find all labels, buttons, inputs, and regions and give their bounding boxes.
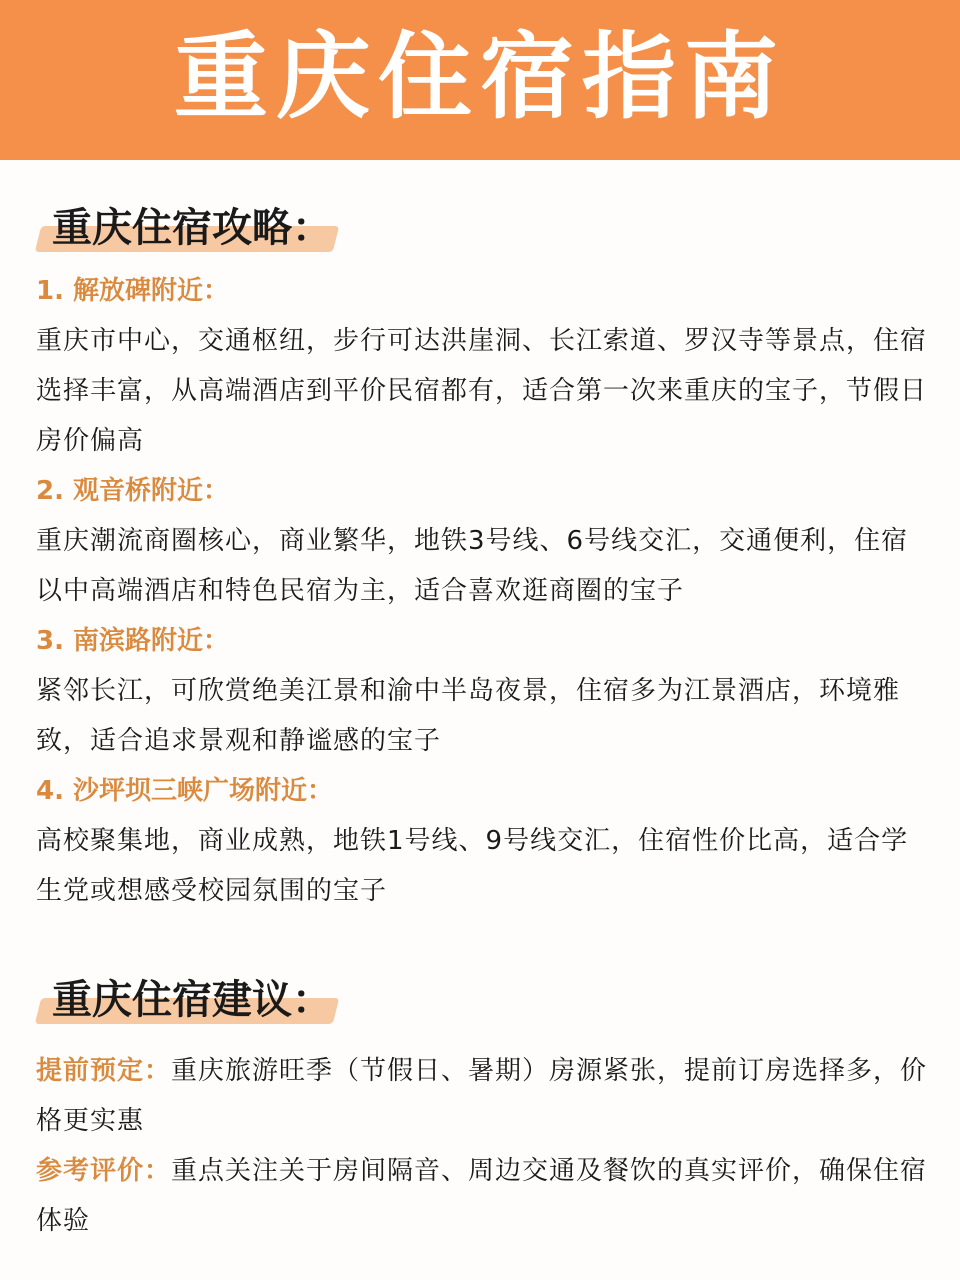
- tip-text: 重点关注关于房间隔音、周边交通及餐饮的真实评价，确保住宿体验: [36, 1156, 928, 1236]
- tip-book-early: [36, 1046, 928, 1146]
- page-title: 重庆住宿指南: [173, 23, 786, 132]
- guide-area-list: [36, 266, 928, 916]
- area-item-shapingba: [36, 766, 928, 916]
- area-description: 重庆潮流商圈核心，商业繁华，地铁3号线、6号线交汇，交通便利，住宿以中高端酒店和特色民宿为主，适合喜欢逛商圈的宝子: [36, 526, 909, 606]
- tip-text: 重庆旅游旺季（节假日、暑期）房源紧张，提前订房选择多，价格更实惠: [36, 1056, 928, 1136]
- area-description: 重庆市中心，交通枢纽，步行可达洪崖洞、长江索道、罗汉寺等景点，住宿选择丰富，从高端酒店到平价民宿都有，适合第一次来重庆的宝子，节假日房价偏高: [36, 326, 928, 456]
- title-banner: [0, 0, 960, 160]
- area-title: 4. 沙坪坝三峡广场附近：: [36, 776, 334, 806]
- area-title: 2. 观音桥附近：: [36, 476, 230, 506]
- area-item-jiefangbei: [36, 266, 928, 466]
- tip-label: 参考评价：: [36, 1156, 172, 1186]
- advice-heading-text: 重庆住宿建议：: [52, 977, 332, 1023]
- area-item-nanbinlu: [36, 616, 928, 766]
- advice-tip-list: [36, 1046, 928, 1246]
- guide-heading-text: 重庆住宿攻略：: [52, 205, 332, 251]
- area-title: 3. 南滨路附近：: [36, 626, 230, 656]
- area-description: 紧邻长江，可欣赏绝美江景和渝中半岛夜景，住宿多为江景酒店，环境雅致，适合追求景观和静谧感的宝子: [36, 676, 901, 756]
- tip-label: 提前预定：: [36, 1056, 172, 1086]
- area-description: 高校聚集地，商业成熟，地铁1号线、9号线交汇，住宿性价比高，适合学生党或想感受校园氛围的宝子: [36, 826, 909, 906]
- advice-section-heading: [36, 972, 332, 1036]
- tip-check-reviews: [36, 1146, 928, 1246]
- guide-section-heading: [36, 200, 332, 264]
- area-title: 1. 解放碑附近：: [36, 276, 230, 306]
- area-item-guanyinqiao: [36, 466, 928, 616]
